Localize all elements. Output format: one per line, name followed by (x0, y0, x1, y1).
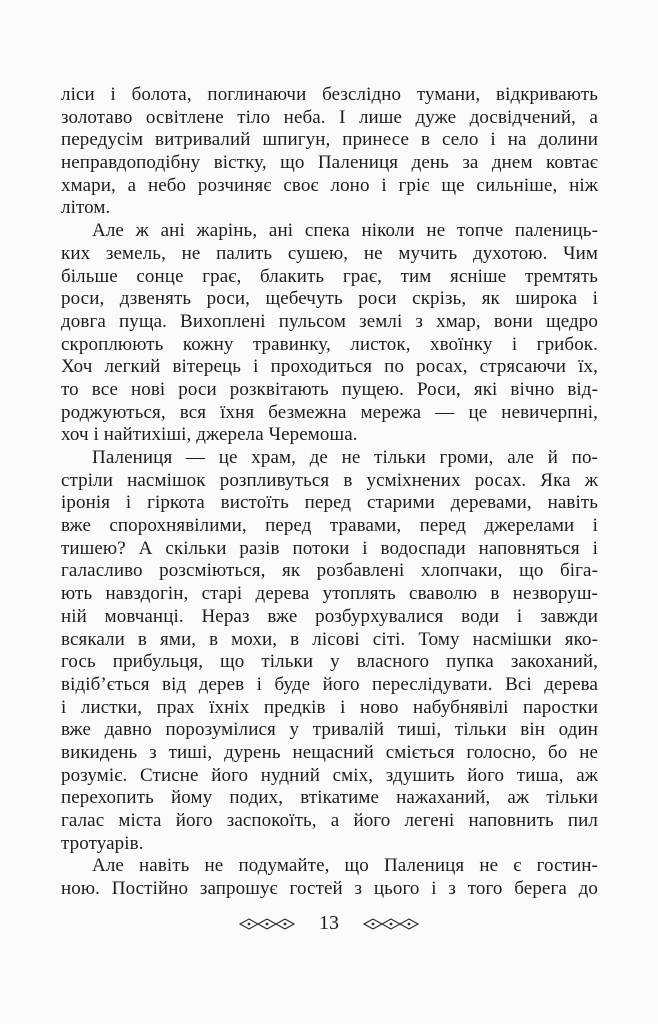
text-line: перехопить йому подих, втікатиме нажаханий, аж тільки (61, 787, 598, 809)
page-text (61, 84, 598, 901)
diamond-chain-ornament-icon (239, 917, 295, 931)
text-line: ній мовчанці. Нераз вже розбурхувалися води і завжди (61, 605, 598, 627)
text-line: Але ж ані жарінь, ані спека ніколи не топче палениць- (92, 220, 598, 242)
paragraph (61, 220, 598, 447)
diamond-chain-ornament-icon (363, 917, 419, 931)
paragraph (61, 447, 598, 855)
text-line: іронія і гіркота вистоїть перед старими деревами, навіть (61, 492, 598, 514)
text-line: відіб’ється від дерев і буде його переслідувати. Всі дерева (61, 673, 598, 695)
text-line: літом. (61, 197, 111, 219)
text-line: вже давно порозумілися у тривалій тиші, тільки він один (61, 719, 598, 741)
text-line: Хоч легкий вітерець і проходиться по росах, стрясаючи їх, (61, 356, 598, 378)
page-footer (0, 913, 658, 935)
paragraph (61, 855, 598, 900)
text-line: хоч і найтихіші, джерела Черемоша. (61, 424, 358, 446)
text-line: Палениця — це храм, де не тільки громи, але й по- (92, 447, 598, 468)
text-line: тротуарів. (61, 832, 144, 854)
text-line: стріли насмішок розпливуться в усміхнених росах. Яка ж (61, 469, 598, 491)
text-line: вже спорохнявілими, перед травами, перед джерелами і (61, 515, 598, 537)
text-line: галас міста його заспокоїть, а його легені наповнить пил (61, 810, 598, 831)
text-line: неправдоподібну вістку, що Палениця день за днем ковтає (61, 152, 598, 174)
text-line: довга пуща. Вихоплені пульсом землі з хмар, вони щедро (61, 310, 598, 332)
text-line: скроплюють кожну травинку, листок, хвоїнку і грибок. (61, 333, 598, 355)
text-line: викидень з тиші, дурень нещасний сміється голосно, бо не (61, 741, 598, 763)
text-line: передусім витривалий шпигун, принесе в село і на долини (61, 129, 598, 151)
text-line: гось прибульця, що тільки у власного пупка закоханий, (61, 651, 598, 673)
page-number: 13 (319, 912, 339, 934)
text-line: то все нові роси розквітають пущею. Роси, які вічно від- (61, 378, 598, 400)
text-line: ною. Постійно запрошує гостей з цього і з того берега до (61, 878, 598, 900)
text-line: роси, дзвенять роси, щебечуть роси скрізь, як широка і (61, 288, 598, 310)
text-line: Але навіть не подумайте, що Палениця не є гостин- (92, 855, 598, 877)
text-line: і листки, прах їхніх предків і ново набубнявілі паростки (61, 696, 598, 718)
text-line: ють навздогін, старі дерева утоплять сваволю в незворуш- (61, 583, 598, 605)
text-line: тишею? А скільки разів потоки і водоспади наповняться і (61, 537, 598, 559)
text-line: хмари, а небо розчиняє своє лоно і гріє ще сильніше, ніж (61, 174, 598, 196)
text-line: роджуються, вся їхня безмежна мережа — це невичерпні, (61, 401, 598, 423)
text-line: розуміє. Стисне його нудний сміх, здушить його тиша, аж (61, 764, 598, 786)
text-line: більше сонце грає, блакить грає, тим ясніше тремтять (61, 265, 598, 287)
text-line: всякали в ями, в мохи, в лісові сіті. Тому насмішки яко- (61, 628, 598, 650)
text-line: галасливо розсміються, як розбавлені хлопчаки, що біга- (61, 560, 598, 582)
text-line: золотаво освітлене тіло неба. І лише дуже досвідчений, а (61, 106, 598, 128)
text-line: ліси і болота, поглинаючи безслідно тумани, відкривають (61, 84, 598, 105)
text-line: ких земель, не палить сушею, не мучить духотою. Чим (61, 242, 598, 264)
paragraph (61, 84, 598, 220)
